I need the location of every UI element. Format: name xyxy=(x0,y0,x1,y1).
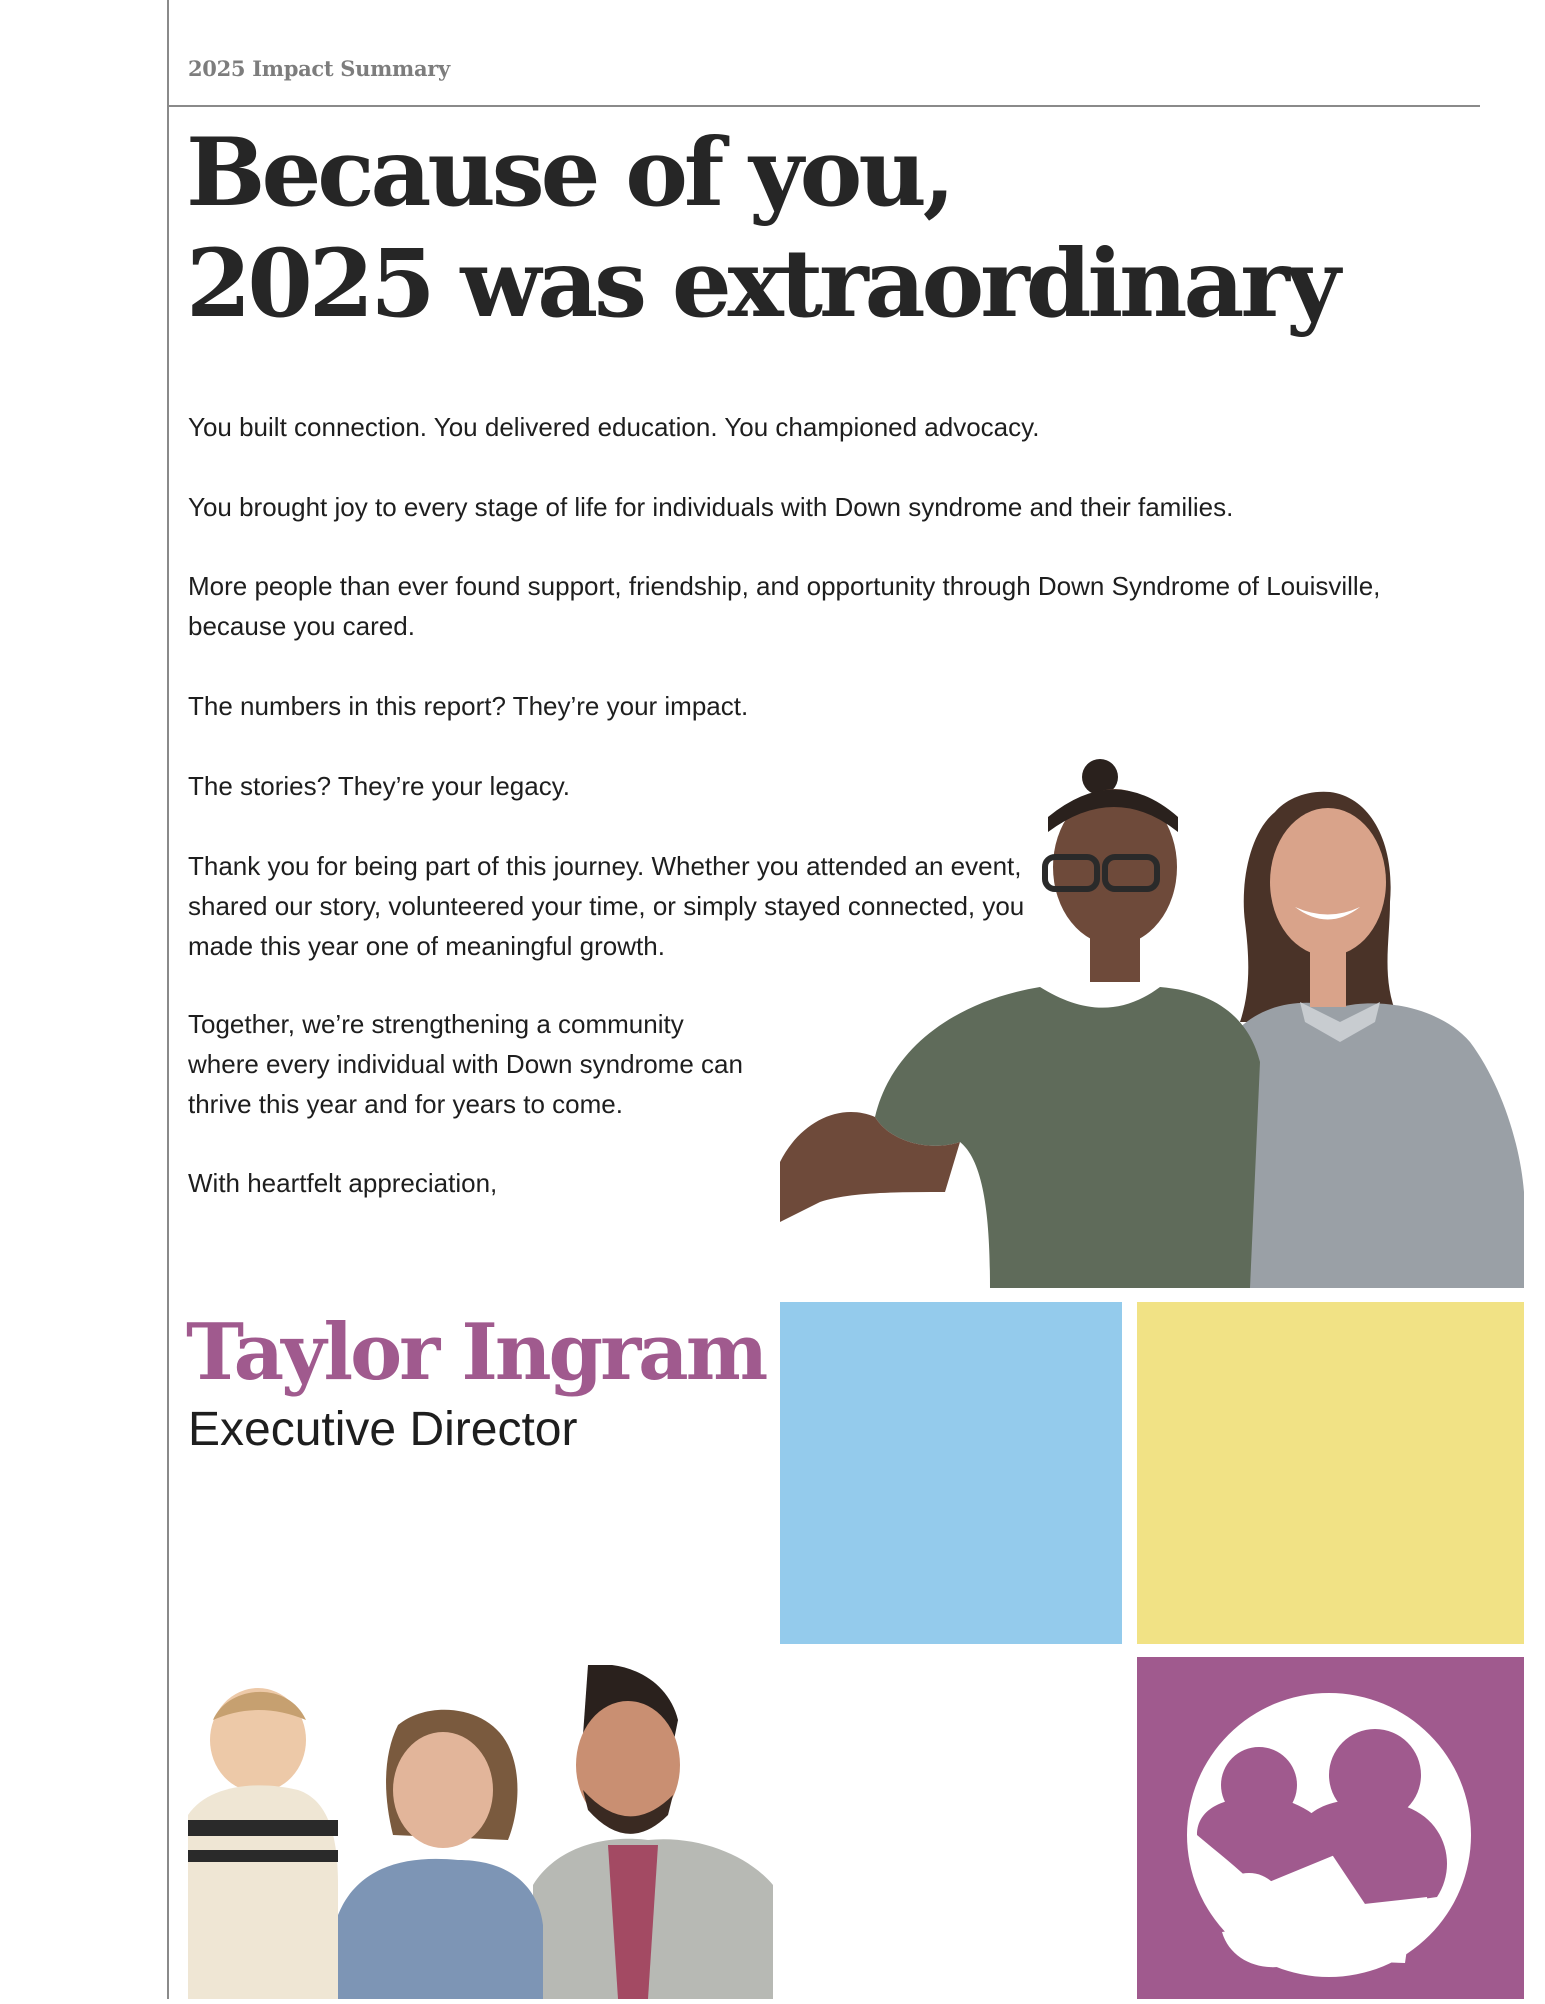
woman-right-figure xyxy=(1220,792,1524,1288)
letter-paragraph-1: You built connection. You delivered education. You championed advocacy. xyxy=(188,412,1040,442)
page-title-line-1: Because of you, xyxy=(186,118,952,228)
staff-photo xyxy=(780,722,1524,1288)
baby-figure xyxy=(188,1688,338,1999)
blue-color-block xyxy=(780,1302,1122,1644)
purple-logo-block xyxy=(1137,1657,1524,1999)
letter-paragraph-3: More people than ever found support, friendship, and opportunity through Down Syndrome of Louisville, because you cared. xyxy=(188,571,1381,641)
letter-paragraph-5: The stories? They’re your legacy. xyxy=(188,771,570,801)
page-title xyxy=(186,118,1337,340)
letter-paragraph-8: With heartfelt appreciation, xyxy=(188,1168,498,1198)
mother-figure xyxy=(328,1710,543,1999)
family-photo-illustration xyxy=(188,1665,773,1999)
family-photo xyxy=(188,1665,773,1999)
letter-paragraph-2: You brought joy to every stage of life for individuals with Down syndrome and their families. xyxy=(188,492,1234,522)
letter-paragraph-6: Thank you for being part of this journey. Whether you attended an event, shared our story, volunteered your time, or simply stayed connected, you made this year one of meaningful growth. xyxy=(188,851,1025,961)
left-margin-rule xyxy=(167,0,169,1999)
man-figure xyxy=(533,1665,773,1999)
woman-left-figure xyxy=(780,759,1260,1288)
signer-title: Executive Director xyxy=(188,1403,578,1456)
letter-paragraph-7: Together, we’re strengthening a community where every individual with Down syndrome can thrive this year and for years to come. xyxy=(188,1009,743,1119)
page-title-line-2: 2025 was extraordinary xyxy=(186,229,1337,339)
yellow-color-block xyxy=(1137,1302,1524,1644)
header-rule xyxy=(167,105,1480,107)
staff-photo-illustration xyxy=(780,722,1524,1288)
report-kicker: 2025 Impact Summary xyxy=(188,56,450,81)
down-syndrome-louisville-logo-icon xyxy=(1137,1657,1524,1999)
signer-name: Taylor Ingram xyxy=(186,1307,766,1398)
letter-paragraph-4: The numbers in this report? They’re your impact. xyxy=(188,691,749,721)
